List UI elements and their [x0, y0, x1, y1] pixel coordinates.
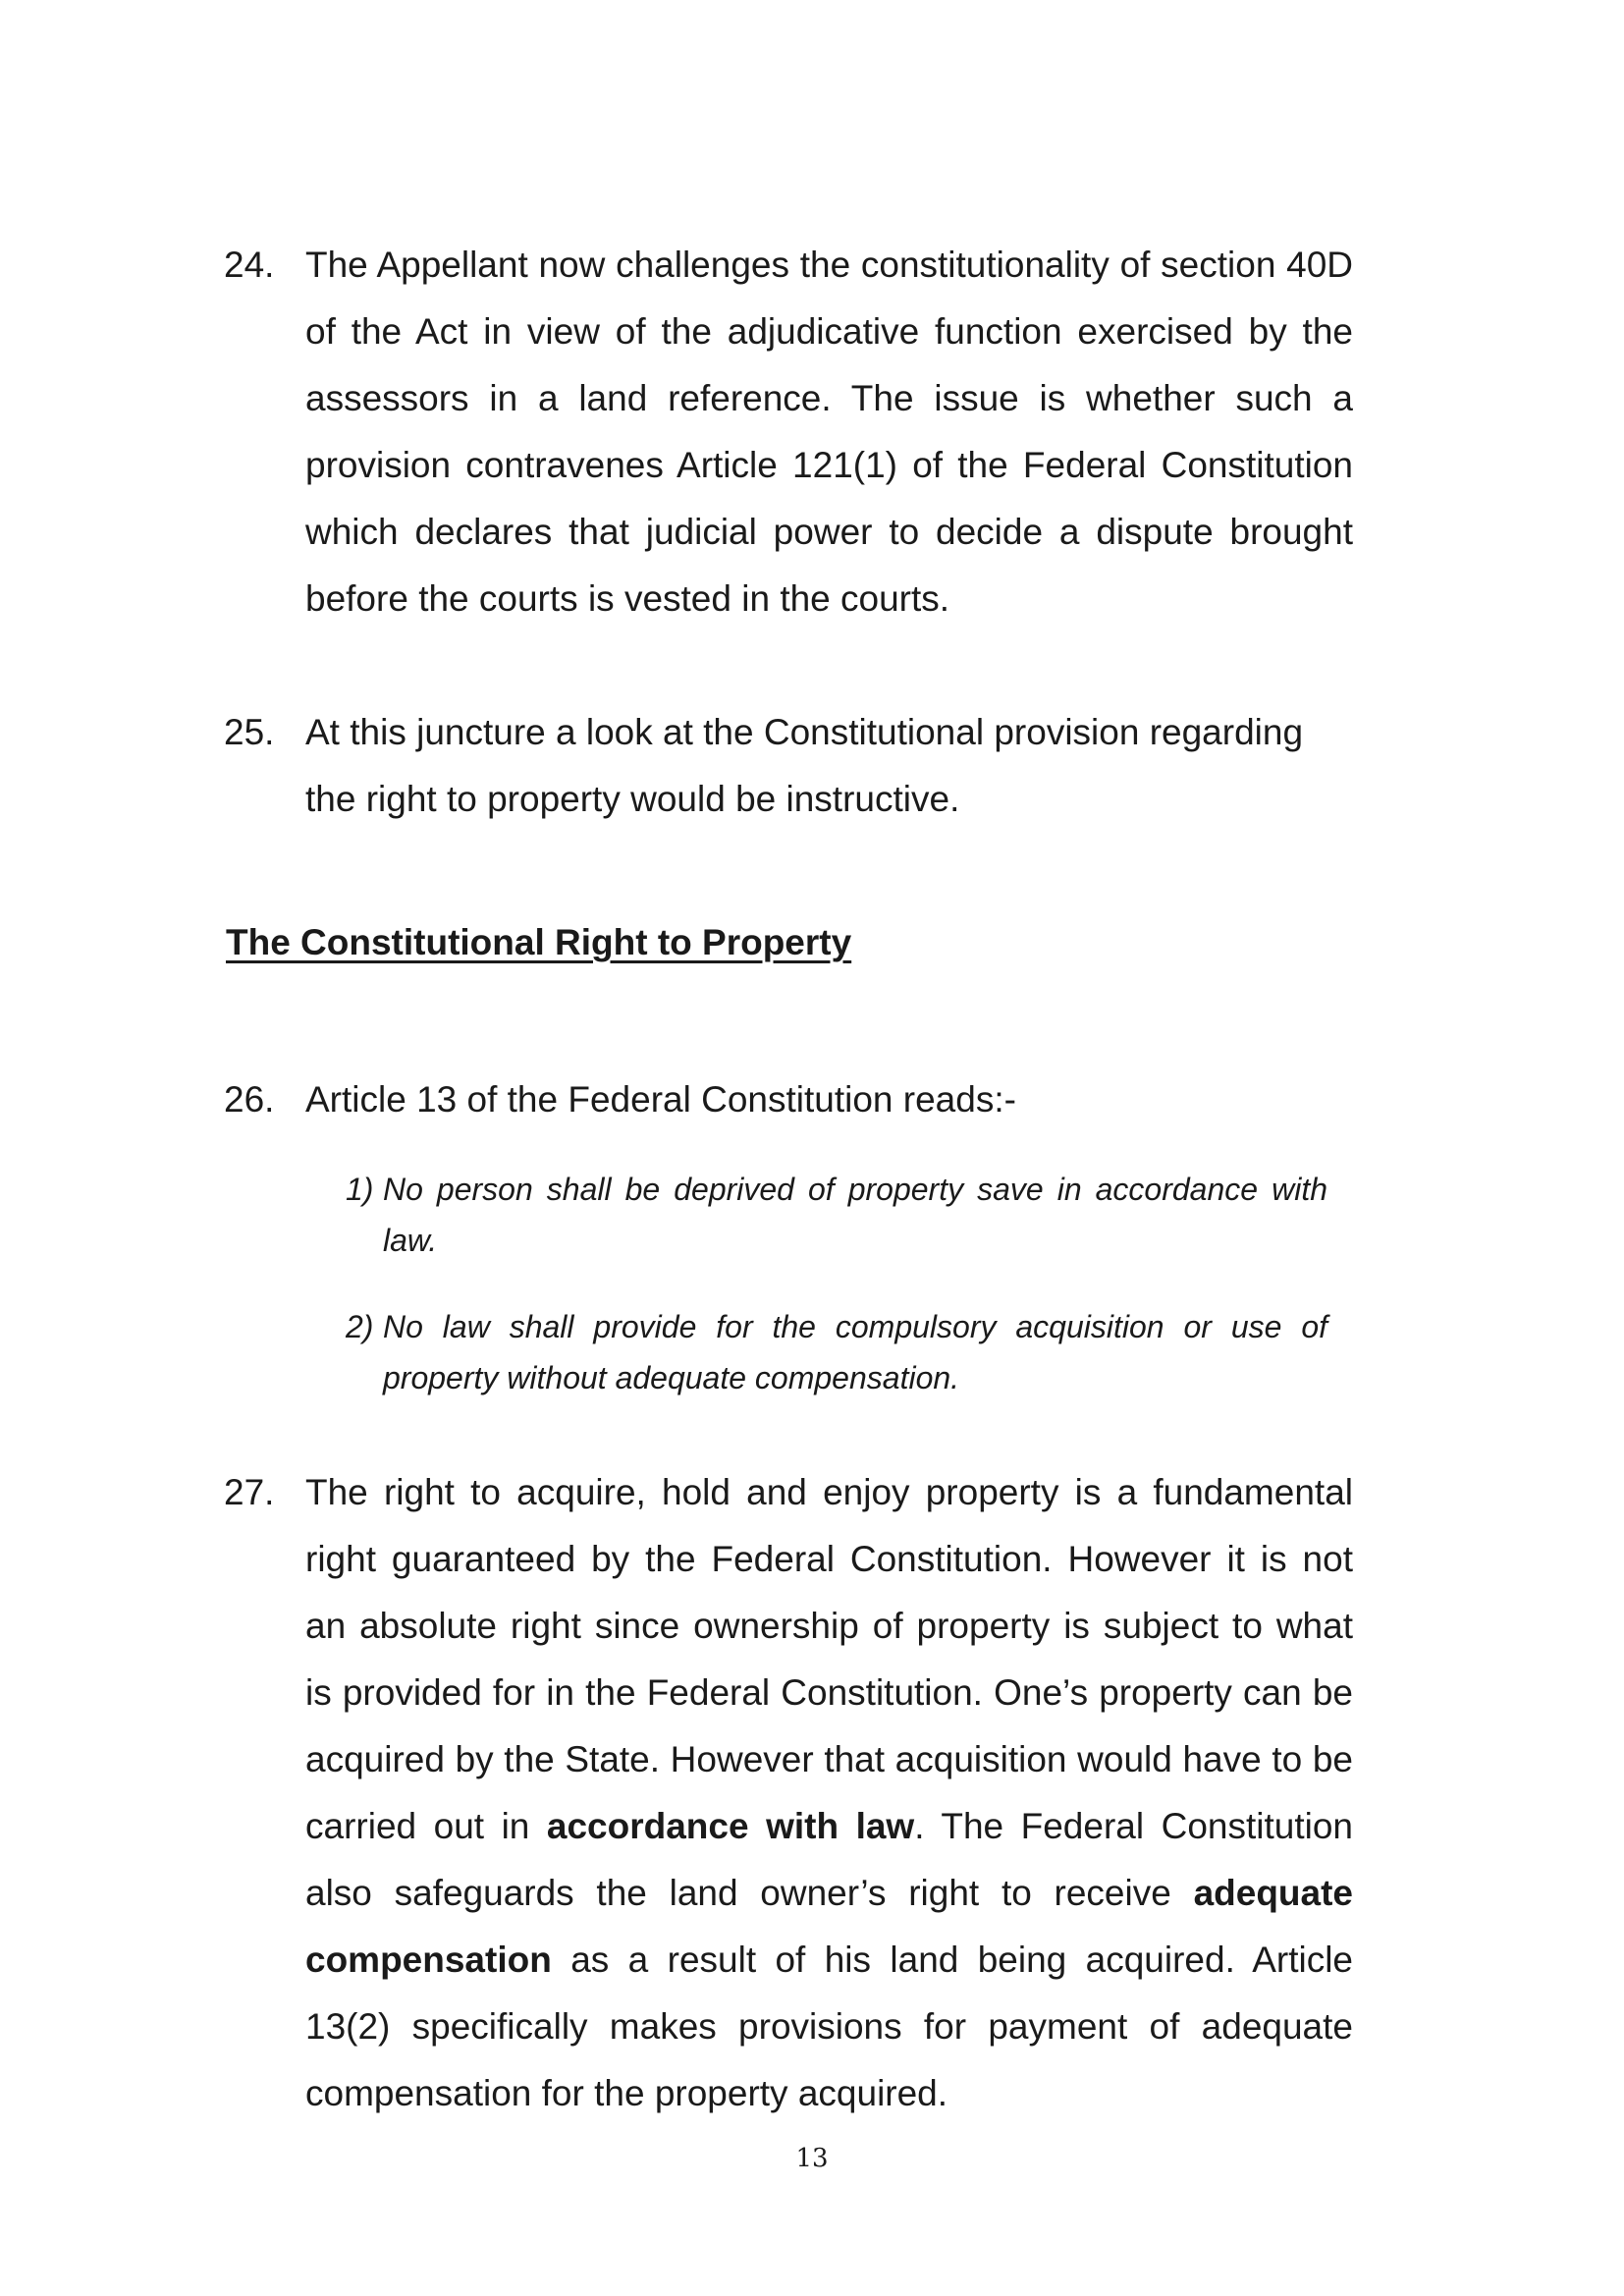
- text-run: . The Federal Constitution also safeguards the land owner’s right to receive: [305, 1806, 1353, 1913]
- section-heading: The Constitutional Right to Property: [226, 922, 852, 962]
- paragraph-number: 25.: [224, 712, 275, 752]
- paragraph-text: The Appellant now challenges the constitutionality of section 40D of the Act in view of the adjudicative function exercised by the assessors in a land reference. The issue is whether such a provision contravenes Article 121(1) of the Federal Constitution which declares that judicial power to decide a dispute brought before the courts is vested in the courts.: [305, 245, 1353, 619]
- paragraph-27: [224, 1459, 1353, 2127]
- clause-text: No person shall be deprived of property save in accordance with law.: [383, 1172, 1327, 1258]
- bold-emphasis: adequate compensation: [305, 1873, 1353, 1980]
- clause-number: 1): [346, 1172, 374, 1207]
- paragraph-text: Article 13 of the Federal Constitution reads:-: [305, 1079, 1016, 1120]
- paragraph-number: 26.: [224, 1079, 275, 1120]
- text-run: as a result of his land being acquired. Article 13(2) specifically makes provisions for payment of adequate compensation for the property acquired.: [305, 1940, 1353, 2113]
- quote-clause-2: [346, 1301, 1327, 1403]
- clause-number: 2): [346, 1309, 374, 1344]
- bold-emphasis: accordance with law: [546, 1806, 915, 1846]
- paragraph-text: [305, 1459, 1353, 2127]
- clause-text: No law shall provide for the compulsory acquisition or use of property without adequate compensation.: [383, 1309, 1327, 1395]
- page-number: 13: [795, 2144, 829, 2173]
- paragraph-25: [224, 699, 1353, 833]
- text-run: The right to acquire, hold and enjoy property is a fundamental right guaranteed by the Federal Constitution. However it is not an absolute right since ownership of property is subject to what is provided for in the Federal Constitution. One’s property can be acquired by the State. However that acquisition would have to be carried out in: [305, 1472, 1353, 1846]
- paragraph-text: At this juncture a look at the Constitutional provision regarding the right to property would be instructive.: [305, 712, 1304, 819]
- paragraph-26: [224, 1066, 1353, 1133]
- quote-clause-1: [346, 1164, 1327, 1266]
- paragraph-24: [224, 232, 1353, 632]
- paragraph-number: 24.: [224, 245, 275, 285]
- paragraph-number: 27.: [224, 1472, 275, 1512]
